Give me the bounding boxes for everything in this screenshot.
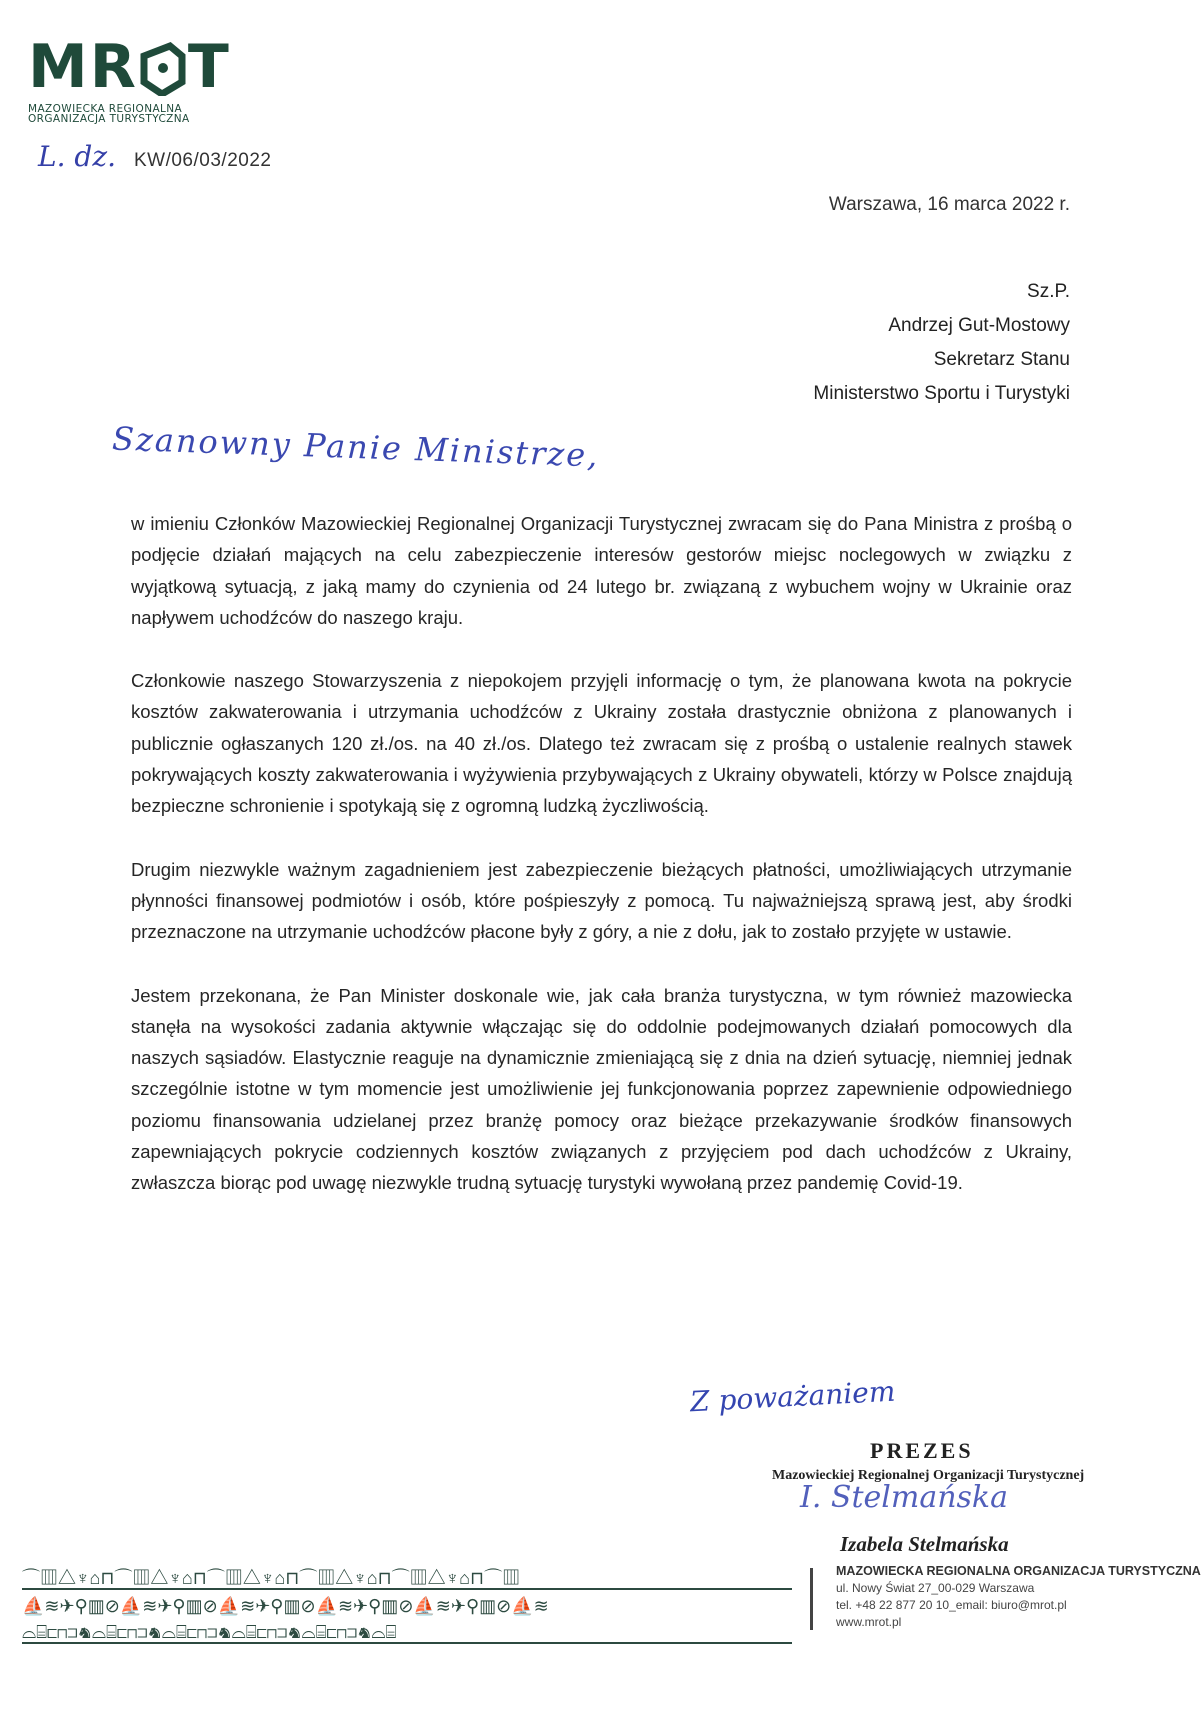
- handwritten-ref-mark: L. dz.: [38, 140, 116, 173]
- footer-org-name: MAZOWIECKA REGIONALNA ORGANIZACJA TURYSTYCZNA: [836, 1564, 1201, 1578]
- stamp-organization: Mazowieckiej Regionalnej Organizacji Turystycznej: [772, 1468, 1085, 1483]
- body-paragraph-4: Jestem przekonana, że Pan Minister doskonale wie, jak cała branża turystyczna, w tym również mazowiecka stanęła na wysokości zadania aktywnie włączając się do oddolnie podejmowanych działań pomocowych dla naszych sąsiadów. Elastycznie reaguje na dynamicznie zmieniającą się z dnia na dzień sytuację, niemniej jednak szczególnie istotne w tym momencie jest umożliwienie jej funkcjonowania poprzez zapewnienie odpowiedniego poziomu finansowania udzielanej przez branżę pomocy oraz bieżące przekazywanie środków finansowych zapewniających pokrycie codziennych kosztów związanych z przyjęciem pod dach uchodźców z Ukrainy, zwłaszcza biorąc pod uwagę niezwykle trudną sytuację turystyki wywołaną przez pandemię Covid-19.: [131, 984, 1072, 1194]
- letter-date: Warszawa, 16 marca 2022 r.: [828, 194, 1070, 215]
- handwritten-signature: I. Stelmańska: [800, 1480, 1008, 1515]
- logo-letter-r: R: [89, 32, 138, 102]
- addressee-institution: Ministerstwo Sportu i Turystyki: [813, 383, 1070, 404]
- stamp-title: PREZES: [870, 1438, 974, 1463]
- footer-website[interactable]: www.mrot.pl: [836, 1615, 902, 1629]
- footer-contact: tel. +48 22 877 20 10_email: biuro@mrot.pl: [836, 1598, 1067, 1612]
- signer-name: Izabela Stelmańska: [840, 1532, 1009, 1556]
- logo-letter-m: M: [28, 32, 90, 102]
- footer-contact-block: [836, 1563, 1201, 1631]
- letter-body: [131, 508, 1072, 1231]
- body-paragraph-3: Drugim niezwykle ważnym zagadnieniem jest zabezpieczenie bieżących płatności, umożliwiających utrzymanie płynności finansowej podmiotów i osób, które pośpieszyły z pomocą. Tu najważniejszą sprawą jest, aby środki przeznaczone na utrzymanie uchodźców płacone były z góry, a nie z dołu, jak to zostało przyjęte w ustawie.: [131, 858, 1072, 943]
- addressee-name: Andrzej Gut-Mostowy: [888, 315, 1070, 336]
- reference-number: KW/06/03/2022: [133, 150, 272, 171]
- house-map-icon: [140, 42, 186, 96]
- addressee-salutation: Sz.P.: [1027, 281, 1070, 302]
- footer-address: ul. Nowy Świat 27_00-029 Warszawa: [836, 1581, 1035, 1595]
- reference-line: [38, 140, 271, 173]
- logo-subtitle: [28, 104, 231, 124]
- addressee-block: [813, 275, 1070, 411]
- body-paragraph-2: Członkowie naszego Stowarzyszenia z niepokojem przyjęli informację o tym, że planowana kwota na pokrycie kosztów zakwaterowania i utrzymania uchodźców z Ukrainy została drastycznie obniżona z planowanych i publicznie ogłaszanych 120 zł./os. na 40 zł./os. Dlatego też zwracam się z prośbą o ustalenie realnych stawek pokrywających koszty zakwaterowania i wyżywienia przybywających z Ukrainy obywateli, którzy w Polsce znajdują bezpieczne schronienie i spotykają się z ogromną ludzką życzliwością.: [131, 670, 1072, 817]
- logo-subtitle-line1: MAZOWIECKA REGIONALNA: [28, 103, 183, 115]
- handwritten-greeting: Szanowny Panie Ministrze,: [111, 419, 601, 475]
- footer-divider: [810, 1568, 813, 1630]
- logo-letter-t: T: [187, 32, 231, 102]
- addressee-title: Sekretarz Stanu: [933, 349, 1070, 370]
- body-paragraph-1: w imieniu Członków Mazowieckiej Regionalnej Organizacji Turystycznej zwracam się do Pana Ministra z prośbą o podjęcie działań mających na celu zabezpieczenie interesów gestorów miejsc noclegowych w związku z wyjątkową sytuacją, z jaką mamy do czynienia od 24 lutego br. związaną z wybuchem wojny w Ukrainie oraz napływem uchodźców do naszego kraju.: [131, 513, 1072, 628]
- logo-subtitle-line2: ORGANIZACJA TURYSTYCZNA: [28, 113, 190, 125]
- footer-icon-row-3: ⌓⌸⊏⊓⊐♞⌓⌸⊏⊓⊐♞⌓⌸⊏⊓⊐♞⌓⌸⊏⊓⊐♞⌓⌸⊏⊓⊐♞⌓⌸: [22, 1620, 792, 1644]
- logo-wordmark: [28, 32, 231, 102]
- footer-icon-row-1: ⌒▥△♆⌂⊓⌒▥△♆⌂⊓⌒▥△♆⌂⊓⌒▥△♆⌂⊓⌒▥△♆⌂⊓⌒▥: [22, 1566, 792, 1590]
- handwritten-closing: Z poważaniem: [689, 1374, 897, 1419]
- mrot-logo: [28, 32, 231, 125]
- footer-icon-row-2: ⛵≋✈⚲▥⊘⛵≋✈⚲▥⊘⛵≋✈⚲▥⊘⛵≋✈⚲▥⊘⛵≋✈⚲▥⊘⛵≋: [22, 1596, 549, 1616]
- footer-icon-pattern: [22, 1566, 792, 1648]
